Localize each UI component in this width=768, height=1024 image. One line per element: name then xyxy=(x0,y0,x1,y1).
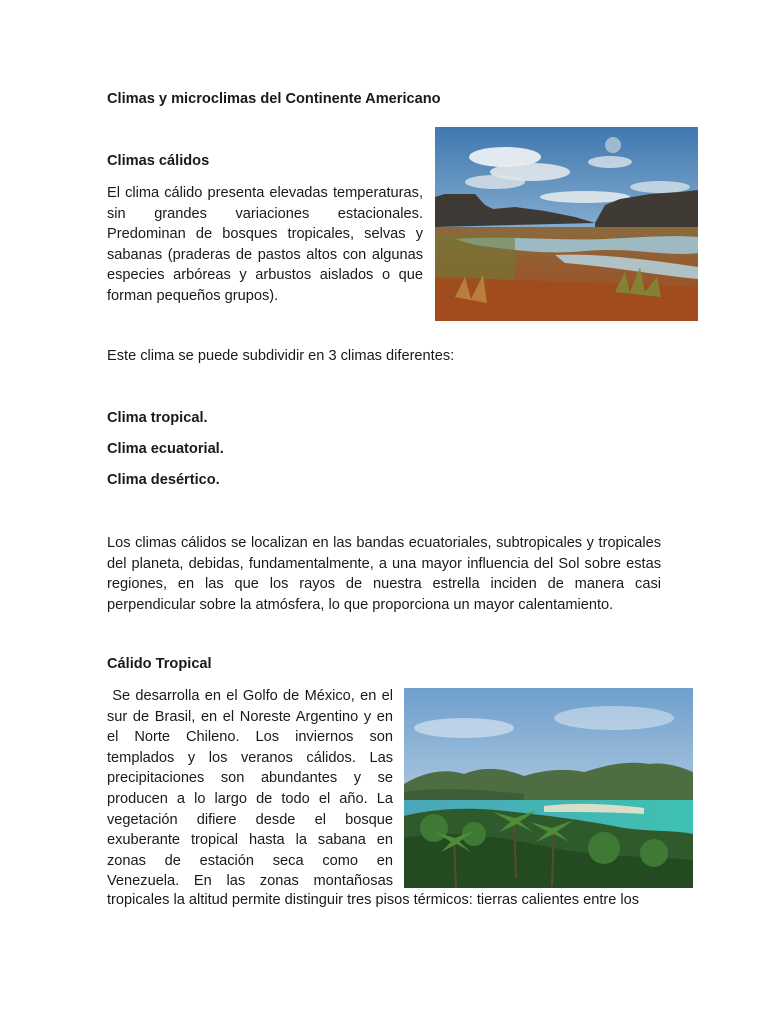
climas-calidos-paragraph xyxy=(107,183,423,307)
paragraph-line: sin grandes variaciones estacionales. xyxy=(107,205,423,222)
paragraph-line: sur de Brasil, en el Noreste Argentino y en xyxy=(107,708,393,725)
paragraph-line: Venezuela. En las zonas montañosas xyxy=(107,873,393,890)
paragraph-line: zonas de estación seca como en xyxy=(107,852,393,869)
arid-landscape-photo xyxy=(435,127,698,321)
paragraph-line: perpendicular sobre la atmósfera, lo que proporciona un mayor calentamiento. xyxy=(107,596,614,613)
paragraph-line: templados y los veranos cálidos. Las xyxy=(107,749,393,766)
paragraph-line: del planeta, debidas, fundamentalmente, a una mayor influencia del Sol sobre estas xyxy=(107,555,661,572)
calido-tropical-continuation: tropicales la altitud permite distinguir tres pisos térmicos: tierras calientes entre los xyxy=(107,892,640,908)
paragraph-line: precipitaciones son abundantes y se xyxy=(107,770,393,787)
paragraph-line: Se desarrolla en el Golfo de México, en el xyxy=(107,688,393,704)
tropical-bay-photo xyxy=(404,688,693,888)
paragraph-line: forman pequeños grupos). xyxy=(107,287,279,304)
climate-list-item: Clima tropical. xyxy=(107,410,208,426)
section-heading-climas-calidos: Climas cálidos xyxy=(107,153,210,169)
paragraph-line: el Norte Chileno. Los inviernos son xyxy=(107,729,393,746)
paragraph-line: especies arbóreas y arbustos aislados o que xyxy=(107,267,423,284)
paragraph-line: Predominan de bosques tropicales, selvas y xyxy=(107,226,423,243)
climate-list-item: Clima ecuatorial. xyxy=(107,441,224,457)
paragraph-line: producen a lo largo de todo el año. La xyxy=(107,790,393,807)
paragraph-line: regiones, en las que los rayos de nuestra estrella inciden de manera casi xyxy=(107,576,661,593)
paragraph-line: vegetación difiere desde el bosque xyxy=(107,811,393,828)
paragraph-line: sabanas (praderas de pastos altos con algunas xyxy=(107,246,423,263)
paragraph-line: Los climas cálidos se localizan en las bandas ecuatoriales, subtropicales y tropicales xyxy=(107,535,661,551)
paragraph-line: exuberante tropical hasta la sabana en xyxy=(107,832,393,849)
calido-tropical-paragraph xyxy=(107,686,393,892)
document-title: Climas y microclimas del Continente Americano xyxy=(107,91,441,107)
section-heading-calido-tropical: Cálido Tropical xyxy=(107,656,212,672)
climate-list-item: Clima desértico. xyxy=(107,472,220,488)
paragraph-line: El clima cálido presenta elevadas temperaturas, xyxy=(107,185,423,201)
subdivide-text: Este clima se puede subdividir en 3 climas diferentes: xyxy=(107,348,455,364)
location-paragraph xyxy=(107,533,661,615)
